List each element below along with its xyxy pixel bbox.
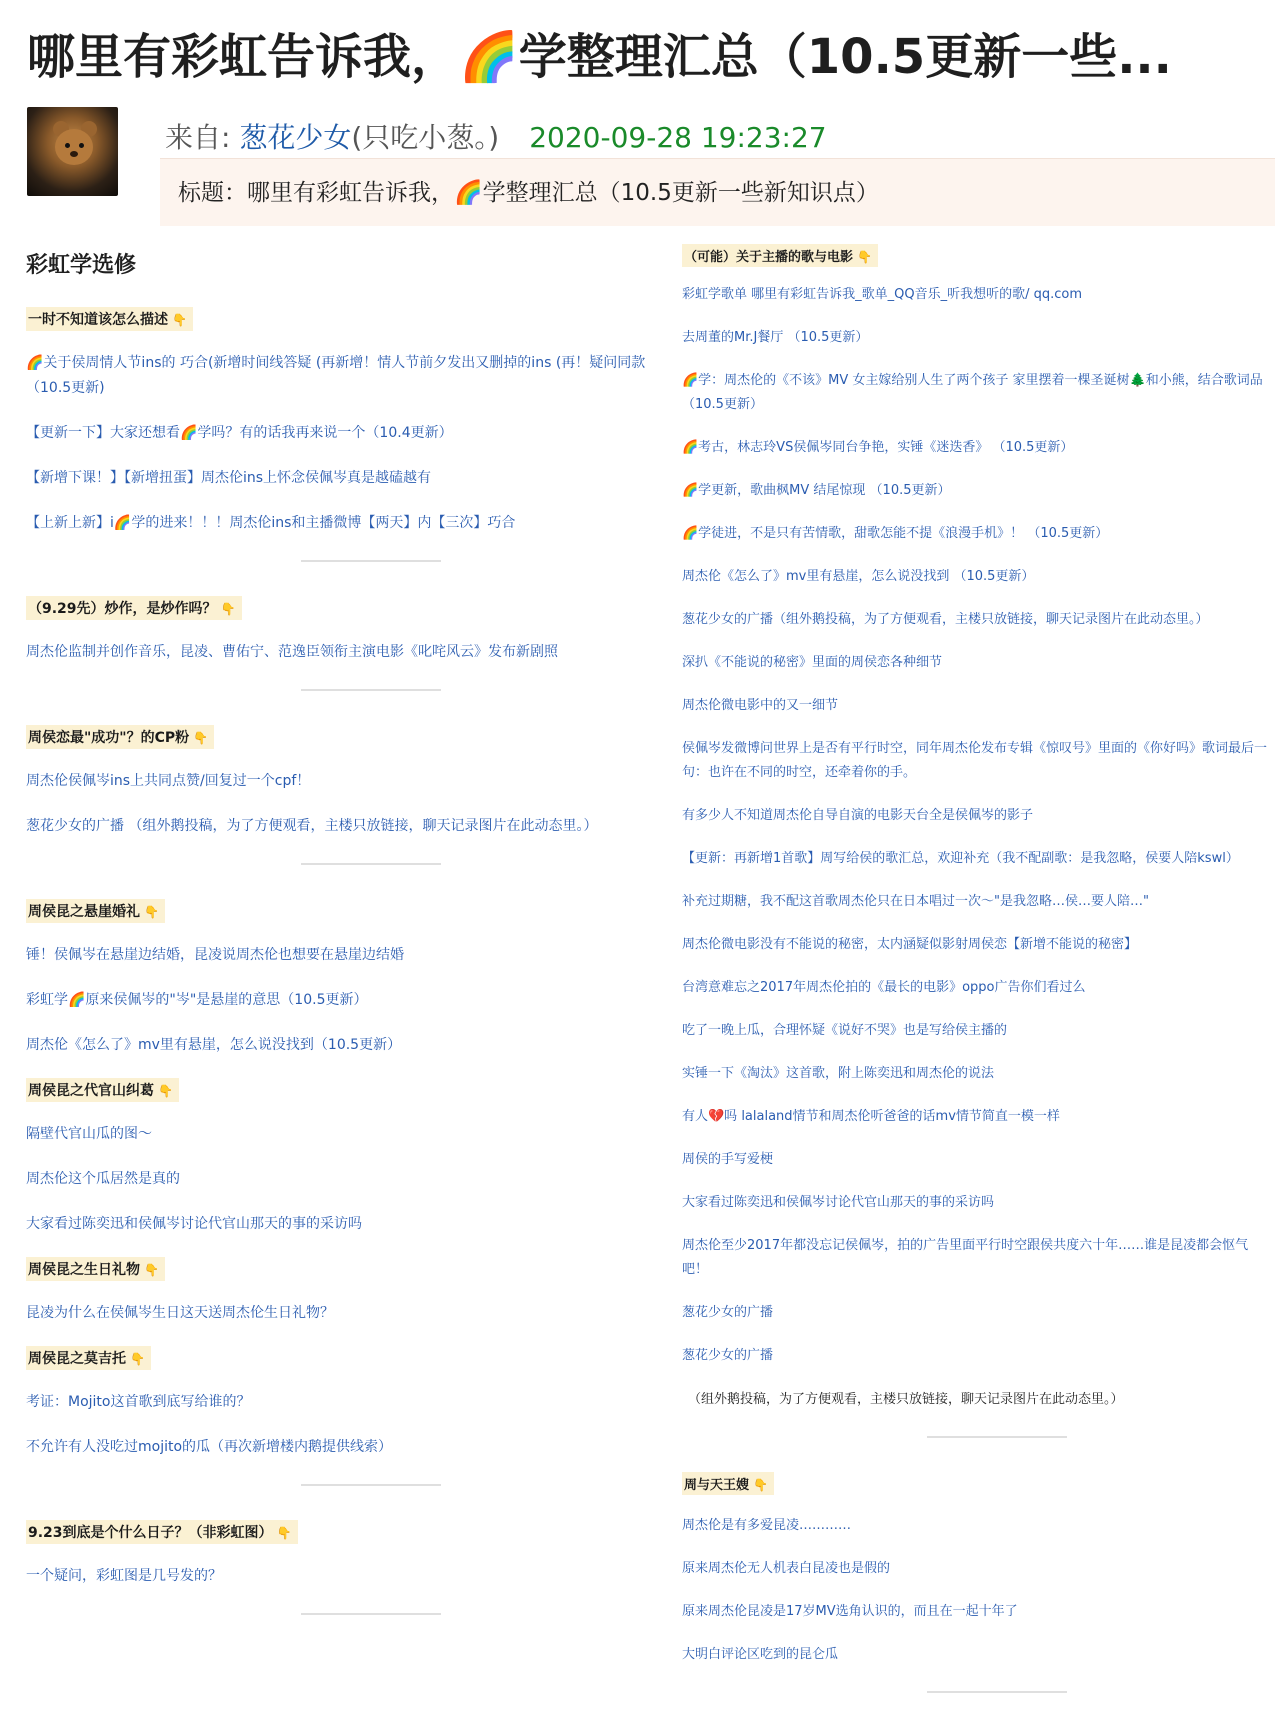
author-suffix: (只吃小葱。) <box>351 121 500 154</box>
hand-icon: 👇 <box>753 1478 768 1492</box>
author-link[interactable]: 葱花少女 <box>239 121 352 154</box>
post-link[interactable]: 【上新上新】i🌈学的进来！！！周杰伦ins和主播微博【两天】内【三次】巧合 <box>26 515 516 531</box>
page-title: 哪里有彩虹告诉我，🌈学整理汇总（10.5更新一些... <box>27 29 1172 85</box>
post-link[interactable]: 周杰伦微电影中的又一细节 <box>682 698 839 713</box>
section-label: （9.29先）炒作，是炒作吗？ 👇 <box>26 596 242 620</box>
post-link[interactable]: 大明白评论区吃到的昆仑瓜 <box>682 1647 839 1662</box>
post-link[interactable]: 周杰伦微电影没有不能说的秘密，太内涵疑似影射周侯恋【新增不能说的秘密】 <box>682 937 1138 952</box>
post-link[interactable]: 周杰伦《怎么了》mv里有悬崖，怎么说没找到 （10.5更新） <box>682 569 1035 584</box>
post-link[interactable]: 原来周杰伦无人机表白昆凌也是假的 <box>682 1561 891 1576</box>
hand-icon: 👇 <box>276 1526 292 1540</box>
post-link[interactable]: 周杰伦侯佩岑ins上共同点赞/回复过一个cpf！ <box>26 773 311 789</box>
post-link[interactable]: 🌈考古，林志玲VS侯佩岑同台争艳，实锤《迷迭香》 （10.5更新） <box>682 440 1074 455</box>
hand-icon: 👇 <box>130 1352 145 1366</box>
divider <box>301 1484 441 1486</box>
section-label: 9.23到底是个什么日子？（非彩虹图） 👇 <box>26 1520 298 1544</box>
bear-eye-left <box>65 143 70 148</box>
section-label: 周侯昆之代官山纠葛 👇 <box>26 1078 179 1102</box>
section-label: 一时不知道该怎么描述 👇 <box>26 307 193 331</box>
post-link[interactable]: 昆凌为什么在侯佩岑生日这天送周杰伦生日礼物？ <box>26 1305 334 1321</box>
post-link[interactable]: 台湾意难忘之2017年周杰伦拍的《最长的电影》oppo广告你们看过么 <box>682 980 1086 995</box>
post-link[interactable]: 吃了一晚上瓜，合理怀疑《说好不哭》也是写给侯主播的 <box>682 1023 1008 1038</box>
hand-icon: 👇 <box>172 313 187 327</box>
hand-icon: 👇 <box>144 905 159 919</box>
post-link[interactable]: 锤！侯佩岑在悬崖边结婚，昆凌说周杰伦也想要在悬崖边结婚 <box>26 947 404 963</box>
post-link[interactable]: 🌈学更新，歌曲枫MV 结尾惊现 （10.5更新） <box>682 483 951 498</box>
from-label: 来自: <box>165 121 240 154</box>
right-column <box>682 236 1272 1721</box>
post-link[interactable]: 彩虹学🌈原来侯佩岑的"岑"是悬崖的意思（10.5更新） <box>26 992 368 1008</box>
post-link[interactable]: 🌈学：周杰伦的《不该》MV 女主嫁给别人生了两个孩子 家里摆着一棵圣诞树🌲和小熊，结合歌词品 （10.5更新） <box>682 373 1263 412</box>
divider <box>301 560 441 562</box>
post-link[interactable]: 周侯的手写爱梗 <box>682 1152 774 1167</box>
post-note: （组外鹅投稿，为了方便观看，主楼只放链接，聊天记录图片在此动态里。） <box>688 1392 1124 1407</box>
post-link[interactable]: 葱花少女的广播 （组外鹅投稿，为了方便观看，主楼只放链接，聊天记录图片在此动态里。） <box>26 818 598 834</box>
section-label: 周侯昆之莫吉托 👇 <box>26 1346 151 1370</box>
left-column <box>26 236 666 1643</box>
post-link[interactable]: 葱花少女的广播 <box>682 1348 774 1363</box>
hand-icon: 👇 <box>857 250 872 264</box>
post-link[interactable]: 隔壁代官山瓜的图～ <box>26 1126 152 1142</box>
post-link[interactable]: 葱花少女的广播 <box>682 1305 774 1320</box>
post-link[interactable]: 【更新一下】大家还想看🌈学吗？有的话我再来说一个（10.4更新） <box>26 425 453 441</box>
post-subject: 标题：哪里有彩虹告诉我，🌈学整理汇总（10.5更新一些新知识点） <box>160 158 1275 226</box>
post-link[interactable]: 周杰伦至少2017年都没忘记侯佩岑，拍的广告里面平行时空跟侯共度六十年……谁是昆凌都会怄气吧！ <box>682 1238 1249 1277</box>
post-link[interactable]: 去周董的Mr.J餐厅 （10.5更新） <box>682 330 869 345</box>
post-link[interactable]: 周杰伦是有多爱昆凌………… <box>682 1518 852 1533</box>
post-link[interactable]: 彩虹学歌单 哪里有彩虹告诉我_歌单_QQ音乐_听我想听的歌/ qq.com <box>682 287 1083 302</box>
hand-icon: 👇 <box>193 731 209 745</box>
divider <box>927 1691 1067 1693</box>
post-datetime: 2020-09-28 19:23:27 <box>529 121 827 154</box>
post-link[interactable]: 侯佩岑发微博问世界上是否有平行时空，同年周杰伦发布专辑《惊叹号》里面的《你好吗》歌词最后一句：也许在不同的时空，还牵着你的手。 <box>682 741 1268 780</box>
bear-nose <box>70 151 78 157</box>
post-link[interactable]: 🌈关于侯周情人节ins的 巧合(新增时间线答疑 (再新增！情人节前夕发出又删掉的ins (再！疑问同款（10.5更新) <box>26 355 646 396</box>
bear-face <box>55 129 93 165</box>
post-link[interactable]: 🌈学徒进，不是只有苦情歌，甜歌怎能不提《浪漫手机》！ （10.5更新） <box>682 526 1109 541</box>
bear-eye-right <box>79 143 84 148</box>
section-label: （可能）关于主播的歌与电影 👇 <box>682 244 878 267</box>
post-link[interactable]: 一个疑问，彩虹图是几号发的？ <box>26 1568 222 1584</box>
hand-icon: 👇 <box>220 602 236 616</box>
post-link[interactable]: 【更新：再新增1首歌】周写给侯的歌汇总，欢迎补充（我不配副歌：是我忽略，侯要人陪kswl） <box>682 851 1239 866</box>
section-label: 周与天王嫂 👇 <box>682 1472 774 1495</box>
post-link[interactable]: 周杰伦这个瓜居然是真的 <box>26 1171 180 1187</box>
section-label: 周侯昆之悬崖婚礼 👇 <box>26 899 165 923</box>
post-link[interactable]: 大家看过陈奕迅和侯佩岑讨论代官山那天的事的采访吗 <box>682 1195 995 1210</box>
post-link[interactable]: 有多少人不知道周杰伦自导自演的电影天台全是侯佩岑的影子 <box>682 808 1034 823</box>
post-link[interactable]: 不允许有人没吃过mojito的瓜（再次新增楼内鹅提供线索） <box>26 1439 393 1455</box>
post-link[interactable]: 周杰伦监制并创作音乐，昆凌、曹佑宁、范逸臣领衔主演电影《叱咤风云》发布新剧照 <box>26 644 558 660</box>
post-link[interactable]: 补充过期糖，我不配这首歌周杰伦只在日本唱过一次～"是我忽略…侯…要人陪…" <box>682 894 1149 909</box>
post-link[interactable]: 大家看过陈奕迅和侯佩岑讨论代官山那天的事的采访吗 <box>26 1216 362 1232</box>
section-label: 周侯昆之生日礼物 👇 <box>26 1257 165 1281</box>
section-heading: 彩虹学选修 <box>26 253 137 278</box>
avatar[interactable] <box>27 107 118 196</box>
divider <box>927 1436 1067 1438</box>
post-meta <box>165 116 827 156</box>
post-link[interactable]: 有人💔吗 lalaland情节和周杰伦听爸爸的话mv情节简直一模一样 <box>682 1109 1060 1124</box>
hand-icon: 👇 <box>144 1263 159 1277</box>
post-link[interactable]: 【新增下课！】【新增扭蛋】周杰伦ins上怀念侯佩岑真是越磕越有 <box>26 470 432 486</box>
divider <box>301 863 441 865</box>
divider <box>301 1613 441 1615</box>
post-link[interactable]: 实锤一下《淘汰》这首歌，附上陈奕迅和周杰伦的说法 <box>682 1066 995 1081</box>
section-label: 周侯恋最"成功"？的CP粉 👇 <box>26 725 214 749</box>
hand-icon: 👇 <box>158 1084 173 1098</box>
post-link[interactable]: 周杰伦《怎么了》mv里有悬崖，怎么说没找到（10.5更新） <box>26 1037 402 1053</box>
post-link[interactable]: 葱花少女的广播（组外鹅投稿，为了方便观看，主楼只放链接，聊天记录图片在此动态里。） <box>682 612 1209 627</box>
post-link[interactable]: 考证：Mojito这首歌到底写给谁的？ <box>26 1394 251 1410</box>
divider <box>301 689 441 691</box>
post-link[interactable]: 原来周杰伦昆凌是17岁MV选角认识的，而且在一起十年了 <box>682 1604 1018 1619</box>
post-link[interactable]: 深扒《不能说的秘密》里面的周侯恋各种细节 <box>682 655 943 670</box>
